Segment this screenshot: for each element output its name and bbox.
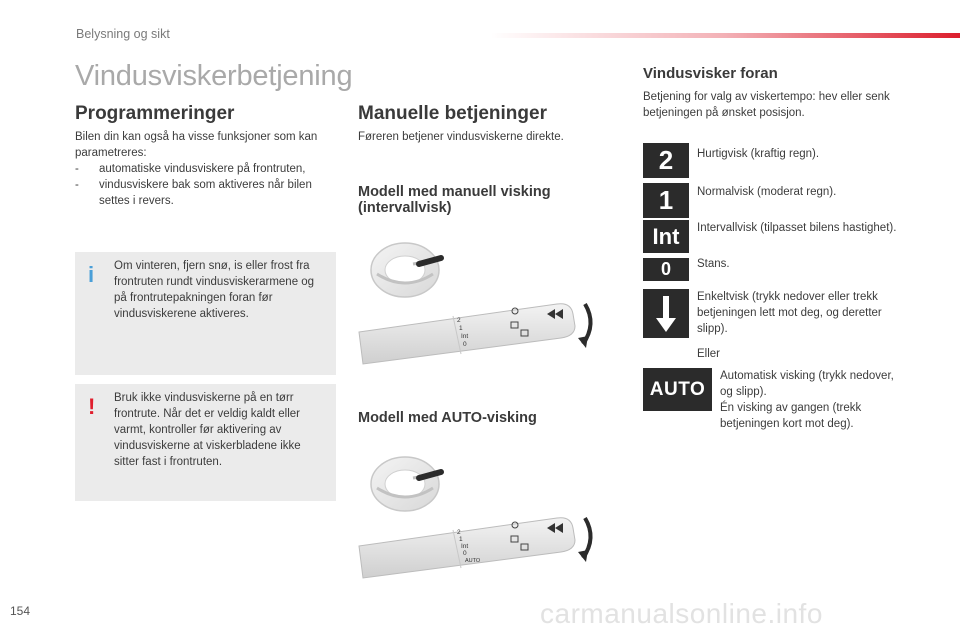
model-manual-heading: Modell med manuell visking (intervallvisk)	[358, 184, 551, 216]
warning-icon: !	[88, 394, 96, 419]
steering-wheel-icon	[371, 457, 439, 511]
list-item: - vindusviskere bak som aktiveres når bilen settes i revers.	[75, 177, 340, 209]
manual-heading: Manuelle betjeninger	[358, 103, 547, 124]
header-accent-bar	[490, 33, 960, 38]
model-auto-heading: Modell med AUTO-visking	[358, 410, 537, 426]
auto-icon: AUTO	[643, 368, 712, 411]
programming-list	[75, 161, 340, 209]
programming-heading: Programmeringer	[75, 103, 235, 124]
wiper-stalk-manual-illustration	[357, 232, 602, 370]
programming-intro: Bilen din kan også ha visse funksjoner som kan parametreres:	[75, 131, 318, 159]
page-title: Vindusviskerbetjening	[75, 60, 353, 92]
front-wiper-intro: Betjening for valg av viskertempo: hev eller senk betjeningen på ønsket posisjon.	[643, 91, 890, 119]
auto-text-line-1: Automatisk visking (trykk nedover, og slipp).	[720, 370, 894, 398]
stalk-label-1: 1	[459, 325, 463, 332]
stalk-label-2: 2	[457, 317, 461, 324]
stalk-label-0: 0	[463, 341, 467, 348]
manual-intro: Føreren betjener vindusviskerne direkte.	[358, 131, 564, 143]
speed-2-icon: 2	[643, 143, 689, 178]
position-1-text: Normalvisk (moderat regn).	[697, 186, 837, 198]
info-note-text: Om vinteren, fjern snø, is eller frost fra frontruten rundt vindusviskerarmene og på frontrutepakningen foran før vindusviskerene aktiveres.	[114, 260, 315, 320]
down-arrow-icon	[643, 289, 689, 338]
warning-note-text: Bruk ikke vindusviskerne på en tørr frontrute. Når det er veldig kaldt eller varmt, kontroller før aktivering av vindusviskerne at viskerbladene ikke sitter fast i frontruten.	[114, 392, 301, 468]
wiper-stalk-auto-illustration	[357, 446, 602, 584]
page-number: 154	[10, 604, 31, 618]
steering-wheel-icon	[371, 243, 439, 297]
auto-text-line-2: Én visking av gangen (trekk betjeningen kort mot deg).	[720, 402, 862, 430]
or-label: Eller	[697, 348, 721, 360]
front-wiper-heading: Vindusvisker foran	[643, 65, 778, 82]
info-note-box	[75, 252, 336, 375]
position-2-text: Hurtigvisk (kraftig regn).	[697, 148, 820, 160]
stalk-label-2: 2	[457, 529, 461, 536]
intermittent-icon: Int	[643, 220, 689, 253]
single-wipe-text: Enkeltvisk (trykk nedover eller trekk betjeningen lett mot deg, og deretter slipp).	[697, 291, 882, 335]
stop-0-icon: 0	[643, 258, 689, 281]
programming-text	[75, 129, 340, 209]
auto-text	[720, 368, 900, 432]
stalk-label-int: Int	[461, 333, 469, 340]
speed-1-icon: 1	[643, 183, 689, 218]
stalk-label-0: 0	[463, 550, 467, 557]
stalk-label-auto: AUTO	[465, 558, 481, 564]
stalk-label-1: 1	[459, 536, 463, 543]
list-item: - automatiske vindusviskere på frontruten,	[75, 161, 340, 177]
warning-note-box	[75, 384, 336, 501]
watermark: carmanualsonline.info	[540, 598, 823, 629]
info-icon: i	[88, 262, 95, 287]
position-0-text: Stans.	[697, 258, 730, 270]
position-int-text: Intervallvisk (tilpasset bilens hastighet).	[697, 222, 897, 234]
section-label: Belysning og sikt	[76, 27, 170, 41]
stalk-label-int: Int	[461, 543, 469, 550]
